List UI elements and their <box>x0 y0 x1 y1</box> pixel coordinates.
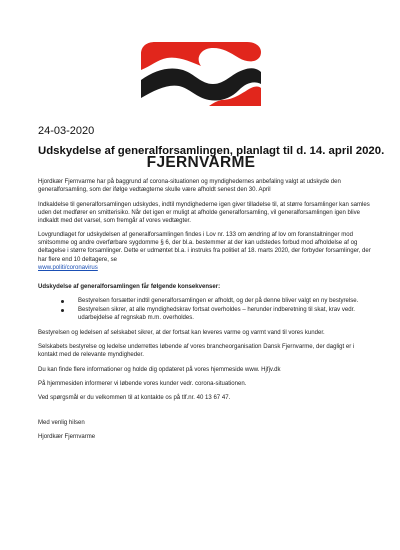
brand-name: FJERNVARME <box>146 154 256 171</box>
consequences-heading: Udskydelse af generalforsamlingen får følgende konsekvenser: <box>38 283 221 290</box>
list-item <box>78 306 372 322</box>
paragraph-website: Du kan finde flere informationer og holde dig opdateret på vores hjemmeside www. Hjfjv.dk <box>38 366 281 373</box>
document-date: 24-03-2020 <box>38 125 95 137</box>
paragraph-updates: På hjemmesiden informerer vi løbende vores kunder vedr. corona-situationen. <box>38 381 247 388</box>
bullet-icon <box>61 300 64 303</box>
paragraph-intro: Hjordkær Fjernvarme har på baggrund af corona-situationen og myndighedernes anbefaling valgt at udskyde den generalforsamling, som der ifølge vedtægterne skulle være afholdt senest den 30. April <box>38 179 341 194</box>
company-logo <box>139 40 263 171</box>
document-title: Udskydelse af generalforsamlingen, planlagt til d. 14. april 2020. <box>38 145 385 157</box>
hjfjv-wave-logo-icon <box>139 40 263 108</box>
paragraph-legal-basis <box>38 231 372 272</box>
legal-basis-text: Lovgrundlaget for udskydelsen af generalforsamlingen findes i Lov nr. 133 om ændring af lov om foranstaltninger mod smitsomme og andre overførbare sygdomme § 6, der bl.a. bestemmer at der kan udstedes forbud mod afholdelse af og deltagelse i større forsamlinger. Dette er udmøntet bl.a. i instruks fra politiet af 18. marts 2020, der forbyder forsamlinger, der har flere end 10 deltagere, se <box>38 232 371 263</box>
paragraph-postponement: Indkaldelse til generalforsamlingen udskydes, indtil myndighederne igen giver tilladelse til, at større forsamlinger kan samles uden det medfører en smitterisiko. Når det igen er muligt at afholde generalforsamling, vil generalforsamlingen igen blive indkaldt med det varsel, som fremgår af vores vedtægter. <box>38 201 370 224</box>
closing-greeting: Med venlig hilsen <box>38 419 85 426</box>
paragraph-organisation: Selskabets bestyrelse og ledelse underrettes løbende af vores brancheorganisation Dansk Fjernvarme, der dagligt er i kontakt med de relevante myndigheder. <box>38 344 355 359</box>
paragraph-supply: Bestyrelsen og ledelsen af selskabet sikrer, at der fortsat kan leveres varme og varmt vand til vores kunder. <box>38 329 325 336</box>
bullet-icon <box>61 309 64 312</box>
list-item-text: Bestyrelsen forsætter indtil generalforsamlingen er afholdt, og der på denne bliver valgt en ny bestyrelse. <box>78 298 359 305</box>
list-item <box>78 297 372 305</box>
signature: Hjordkær Fjernvarme <box>38 433 96 440</box>
consequences-list <box>38 297 372 322</box>
police-link[interactable]: www.politi/coronavirus <box>38 264 98 271</box>
list-item-text: Bestyrelsen sikrer, at alle myndighedskrav fortsat overholdes – herunder indberetning til skat, krav vedr. udarbejdelse af regnskab m.m. overholdes. <box>78 307 355 322</box>
document-body <box>38 178 372 447</box>
paragraph-contact: Ved spørgsmål er du velkommen til at kontakte os på tlf.nr. 40 13 67 47. <box>38 395 231 402</box>
